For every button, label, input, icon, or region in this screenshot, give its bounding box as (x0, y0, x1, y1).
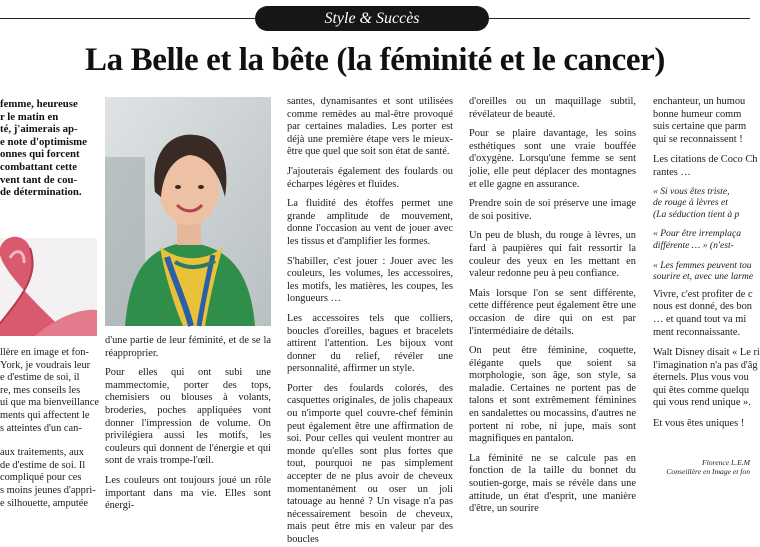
text-line: Walt Disney disait « Le ri (653, 347, 760, 359)
intro-line: e note d'optimisme (0, 135, 87, 148)
text-line: qui se reconnaissent ! (653, 133, 743, 145)
article-column-1 (0, 347, 98, 510)
paragraph: Mais lorsque l'on se sent différente, cette différence peut également être une occasion de dire qui on est par l'intermédiaire de détails. (469, 287, 636, 337)
text-line: York, je voudrais leur (0, 359, 91, 371)
article-headline: La Belle et la bête (la féminité et le cancer) (85, 42, 665, 78)
text-line: Vivre, c'est profiter de c (653, 288, 753, 300)
paragraph: santes, dynamisantes et sont utilisées comme remèdes au mal-être provoqué par certaines maladies. Les porter est déjà une première étape vers le mieux-être que quel que soit son état de santé. (287, 96, 453, 158)
quote-line: sourire et, avec une larme (653, 271, 754, 283)
paragraph: Porter des foulards colorés, des casquettes originales, de jolis chapeaux ou n'importe quel couvre-chef féminin peut également être une affirmation de soi. Pour celles qui veulent montrer au monde qu'elles sont plus fortes que tout, pourquoi ne pas simplement accepter de ne plus avoir de cheveux momentanément ou oser un joli tatouage au henné ? Un visage n'a pas nécessairement besoin de cheveux, mais peut être mis en valeur par des boucles (287, 382, 453, 545)
quote-line (653, 220, 750, 228)
intro-line: de détermination. (0, 186, 82, 199)
text-line: compliqué pour ces (0, 472, 82, 484)
text-line (653, 146, 750, 154)
article-column-4 (469, 96, 636, 515)
paragraph: d'oreilles ou un maquillage subtil, révélateur de beauté. (469, 96, 636, 120)
quote-line (653, 252, 750, 260)
text-line: nous est donné, des bon (653, 301, 752, 313)
section-badge: Style & Succès (255, 6, 489, 31)
quote-line: « Les femmes peuvent tou (653, 259, 752, 271)
text-line: Et vous êtes uniques ! (653, 418, 745, 430)
quote-line: différente … » (n'est- (653, 239, 734, 251)
text-line (653, 410, 750, 418)
text-line: s atteintes d'un can- (0, 422, 82, 434)
text-line: ui que ma bienveillance (0, 397, 99, 409)
text-line: aux traitements, aux (0, 447, 84, 459)
text-line: … et quand tout va mi (653, 313, 747, 325)
text-line: rantes … (653, 166, 691, 178)
pink-ribbon-icon (0, 238, 97, 336)
text-line (653, 339, 750, 347)
quote-line: « Pour être irremplaça (653, 228, 742, 240)
paragraph: Les couleurs ont toujours joué un rôle important dans ma vie. Elles sont énergi- (105, 474, 271, 512)
text-line: s moins jeunes d'appri- (0, 484, 96, 496)
text-line: llère en image et fon- (0, 347, 89, 358)
paragraph: d'une partie de leur féminité, et de se la réapproprier. (105, 335, 271, 359)
author-role: Conseillère en Image et fon (666, 467, 750, 477)
paragraph: La féminité ne se calcule pas en fonction de la taille du bonnet du soutien-gorge, mais se révèle dans une attitude, un état d'esprit, une manière d'être, un sourire (469, 452, 636, 515)
text-line: suis certaine que parm (653, 121, 747, 133)
text-line: e silhouette, amputée (0, 497, 89, 509)
text-line: bonne humeur comm (653, 108, 742, 120)
article-column-2 (105, 335, 271, 512)
intro-line: femme, heureuse (0, 98, 78, 110)
paragraph: S'habiller, c'est jouer : Jouer avec les couleurs, les volumes, les accessoires, les motifs, les matières, les coupes, les longueurs … (287, 255, 453, 305)
paragraph: Prendre soin de soi préserve une image de soi positive. (469, 198, 636, 222)
intro-line: combattant cette (0, 160, 78, 173)
quote-line: « Si vous êtes triste, (653, 185, 730, 197)
text-line: éternels. Plus vous vou (653, 372, 749, 384)
quote-line: (La séduction tient à p (653, 208, 740, 220)
article-column-5 (653, 96, 760, 501)
intro-line: vent tant de cou- (0, 173, 78, 186)
quote-line: de rouge à lèvres et (653, 197, 728, 209)
text-line: de d'estime de soi. Il (0, 459, 86, 471)
text-line: ment reconnaissante. (653, 326, 741, 338)
text-line: ments qui affectent le (0, 409, 90, 421)
text-line: re, mes conseils les (0, 384, 81, 396)
intro-line: té, j'aimerais ap- (0, 123, 78, 136)
author-photo (105, 97, 271, 326)
intro-line: r le matin en (0, 110, 59, 123)
paragraph: Pour se plaire davantage, les soins esthétiques sont une vraie bouffée d'oxygène. Lorsqu'une femme se sent jolie, elle peut déplacer des montagnes et elle gagne en assurance. (469, 128, 636, 190)
article-intro (0, 98, 97, 199)
text-line: qui êtes comme quelqu (653, 384, 750, 396)
paragraph: La fluidité des étoffes permet une grande amplitude de mouvement, donne l'occasion au vent de jouer avec les tissus et d'amplifier les formes. (287, 198, 453, 247)
paragraph: On peut être féminine, coquette, élégante quels que soient sa morphologie, son âge, son style, sa maladie. Certaines ne portent pas de talons et sont extrêmement féminines en sandalettes ou mocassins, d'autres ne portent ni robe, ni jupe, mais sont magnifiques en pantalon. (469, 345, 636, 445)
text-line (0, 435, 98, 447)
text-line: enchanteur, un humou (653, 96, 746, 107)
paragraph: Les accessoires tels que colliers, boucles d'oreilles, bagues et bracelets attirent l'attention. Les bijoux vont donner du relief, révéler une personnalité, affirmer un style. (287, 312, 453, 375)
paragraph: Un peu de blush, du rouge à lèvres, un fard à paupières qui fait ressortir la couleur des yeux en les mettant en valeur redonne peu à peu confiance. (469, 230, 636, 280)
paragraph: J'ajouterais également des foulards ou écharpes légères et fluides. (287, 165, 453, 190)
text-line: e d'estime de soi, il (0, 372, 80, 384)
paragraph: Pour elles qui ont subi une mammectomie, porter des tops, chemisiers ou blouses à volants, broderies, poches appliquées vont donner l'impression de volume. On privilégiera aussi les motifs, les couleurs qui donnent de l'énergie et qui sont de vrais trompe-l'œil. (105, 367, 271, 467)
text-line: Les citations de Coco Ch (653, 154, 758, 166)
intro-line: onnes qui forcent (0, 148, 80, 161)
text-line: l'imagination n'a pas d'âg (653, 359, 758, 371)
text-line: qui vous rend unique ». (653, 397, 751, 409)
author-name: Florence L.E.M (701, 458, 750, 467)
article-column-3 (287, 96, 453, 545)
author-signature (653, 458, 750, 477)
